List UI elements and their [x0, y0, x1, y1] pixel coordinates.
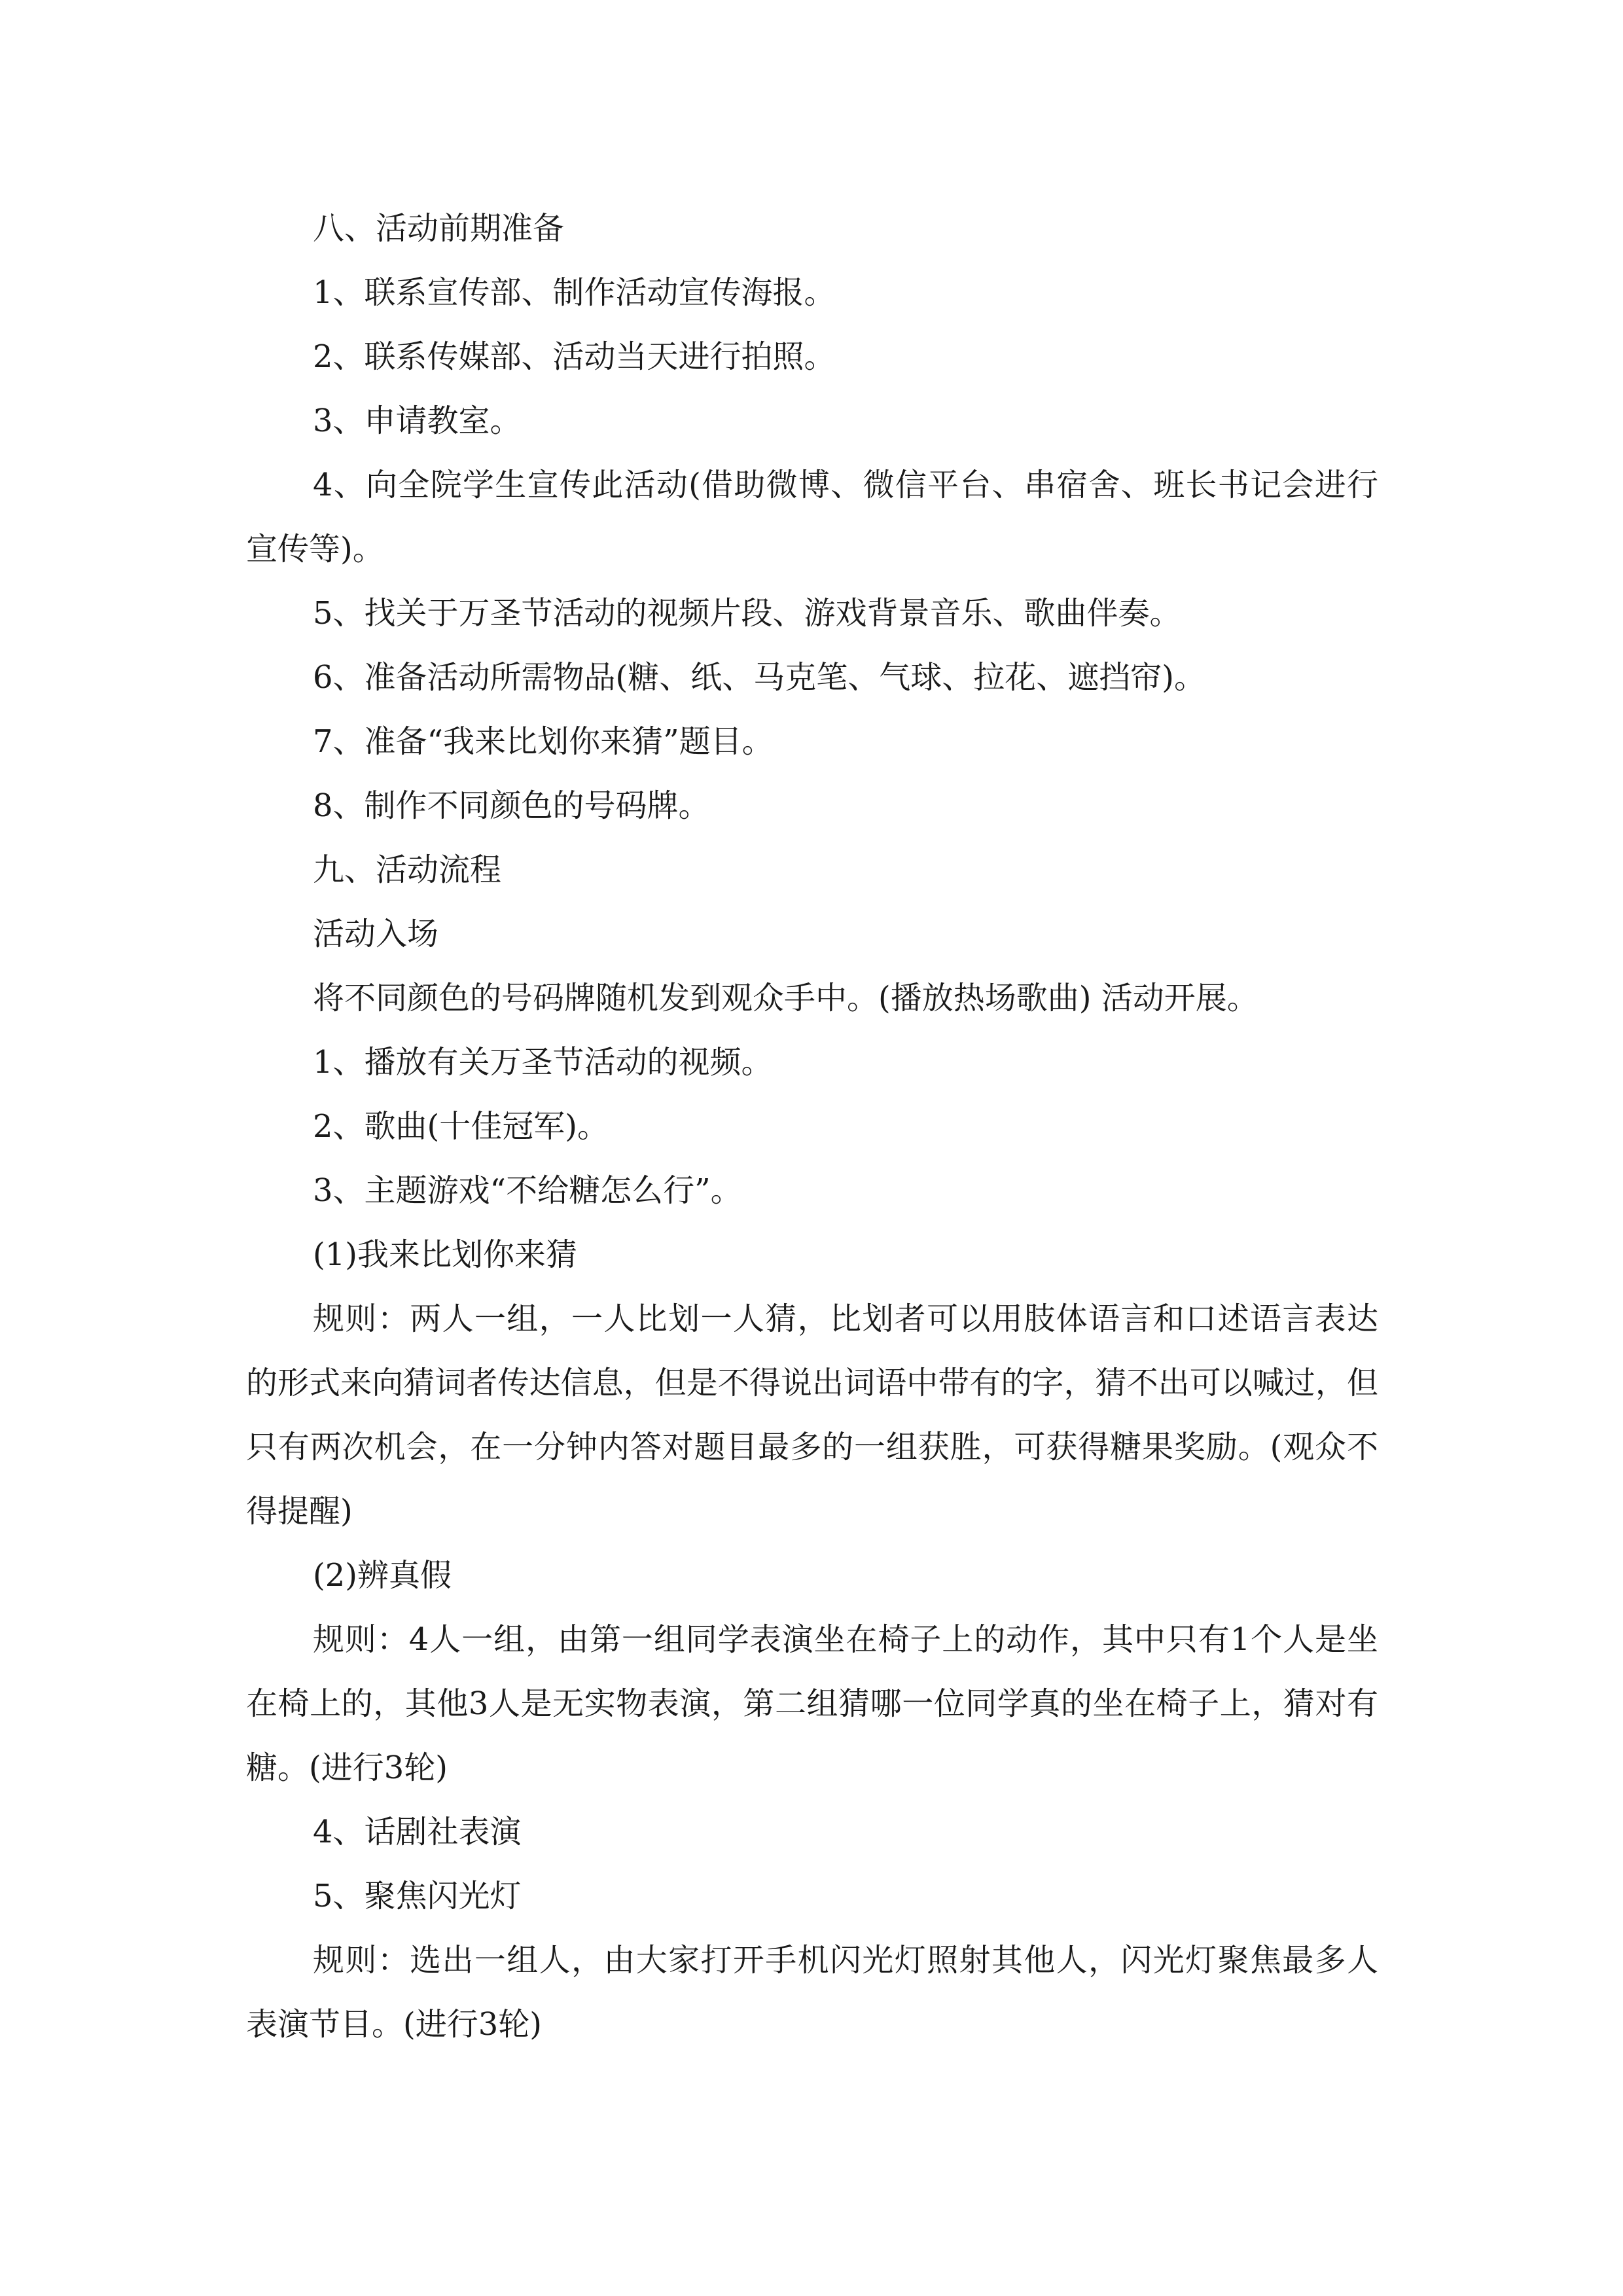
game-1-rules: 规则：两人一组，一人比划一人猜，比划者可以用肢体语言和口述语言表达的形式来向猜词者传达信息，但是不得说出词语中带有的字，猜不出可以喊过，但只有两次机会，在一分钟内答对题目最多的一组获胜，可获得糖果奖励。(观众不得提醒)	[246, 1300, 1378, 1530]
game-2-rules: 规则：4人一组，由第一组同学表演坐在椅子上的动作，其中只有1个人是坐在椅上的，其他3人是无实物表演，第二组猜哪一位同学真的坐在椅子上，猜对有糖。(进行3轮)	[246, 1621, 1378, 1786]
process-item-5: 5、聚焦闪光灯	[313, 1878, 522, 1914]
process-item-4: 4、话剧社表演	[313, 1814, 522, 1850]
entrance-description: 将不同颜色的号码牌随机发到观众手中。(播放热场歌曲) 活动开展。	[313, 980, 1258, 1016]
section-heading-preparation: 八、活动前期准备	[313, 210, 565, 247]
game-2-title: (2)辨真假	[313, 1557, 452, 1594]
game-3-rules: 规则：选出一组人，由大家打开手机闪光灯照射其他人，闪光灯聚焦最多人表演节目。(进行3轮)	[246, 1942, 1378, 2043]
prep-item-7: 7、准备“我来比划你来猜”题目。	[313, 723, 774, 760]
document-page	[246, 196, 1378, 2056]
prep-item-6: 6、准备活动所需物品(糖、纸、马克笔、气球、拉花、遮挡帘)。	[313, 659, 1205, 696]
prep-item-3: 3、申请教室。	[313, 403, 522, 439]
prep-item-1: 1、联系宣传部、制作活动宣传海报。	[313, 274, 836, 311]
section-heading-process: 九、活动流程	[313, 852, 502, 888]
prep-item-2: 2、联系传媒部、活动当天进行拍照。	[313, 338, 836, 375]
prep-item-5: 5、找关于万圣节活动的视频片段、游戏背景音乐、歌曲伴奏。	[313, 595, 1181, 632]
prep-item-4: 4、向全院学生宣传此活动(借助微博、微信平台、串宿舍、班长书记会进行宣传等)。	[246, 467, 1378, 567]
process-item-2: 2、歌曲(十佳冠军)。	[313, 1108, 609, 1145]
subheading-entrance: 活动入场	[313, 916, 439, 952]
game-1-title: (1)我来比划你来猜	[313, 1236, 577, 1273]
process-item-3: 3、主题游戏“不给糖怎么行”。	[313, 1172, 742, 1209]
process-item-1: 1、播放有关万圣节活动的视频。	[313, 1044, 773, 1081]
prep-item-8: 8、制作不同颜色的号码牌。	[313, 787, 710, 824]
